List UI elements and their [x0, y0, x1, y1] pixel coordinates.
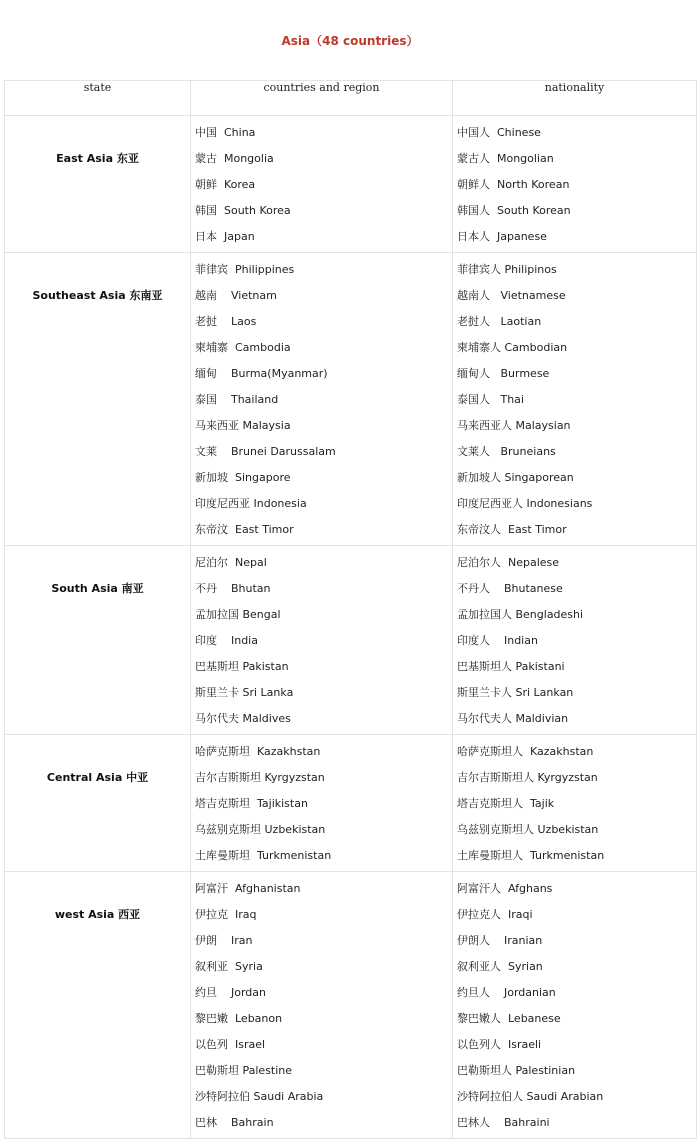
country-entry: 伊朗 Iran [195, 934, 253, 947]
nationality-entry: 巴基斯坦人 Pakistani [457, 660, 565, 673]
region-name: South Asia 南亚 [5, 546, 191, 735]
nationality-entry: 文莱人 Bruneians [457, 445, 556, 458]
nationality-entry: 泰国人 Thai [457, 393, 524, 406]
country-list [191, 872, 453, 1139]
country-entry: 文莱 Brunei Darussalam [195, 445, 336, 458]
country-list [191, 253, 453, 546]
country-entry: 孟加拉国 Bengal [195, 608, 281, 621]
nationality-entry: 菲律宾人 Philipinos [457, 263, 557, 276]
nationality-entry: 柬埔寨人 Cambodian [457, 341, 568, 354]
country-entry: 黎巴嫩 Lebanon [195, 1012, 283, 1025]
nationality-list [453, 735, 697, 872]
nationality-entry: 蒙古人 Mongolian [457, 152, 554, 165]
nationality-list [453, 546, 697, 735]
nationality-entry: 约旦人 Jordanian [457, 986, 556, 999]
nationality-entry: 黎巴嫩人 Lebanese [457, 1012, 561, 1025]
region-row [5, 735, 697, 872]
country-entry: 印度尼西亚 Indonesia [195, 497, 307, 510]
country-entry: 约旦 Jordan [195, 986, 266, 999]
nationality-entry: 印度人 Indian [457, 634, 538, 647]
country-entry: 吉尔吉斯斯坦 Kyrgyzstan [195, 771, 325, 784]
nationality-entry: 日本人 Japanese [457, 230, 547, 243]
region-name: Southeast Asia 东南亚 [5, 253, 191, 546]
country-entry: 新加坡 Singapore [195, 471, 291, 484]
country-entry: 塔吉克斯坦 Tajikistan [195, 797, 308, 810]
header-state: state [5, 81, 191, 116]
country-entry: 韩国 South Korea [195, 204, 291, 217]
nationality-entry: 阿富汗人 Afghans [457, 882, 553, 895]
region-row [5, 116, 697, 253]
country-entry: 越南 Vietnam [195, 289, 277, 302]
country-entry: 印度 India [195, 634, 258, 647]
header-row [5, 81, 697, 116]
region-name: west Asia 西亚 [5, 872, 191, 1139]
nationality-entry: 东帝汶人 East Timor [457, 523, 567, 536]
country-entry: 缅甸 Burma(Myanmar) [195, 367, 328, 380]
nationality-list [453, 872, 697, 1139]
nationality-list [453, 116, 697, 253]
region-row [5, 253, 697, 546]
country-entry: 不丹 Bhutan [195, 582, 271, 595]
nationality-entry: 越南人 Vietnamese [457, 289, 566, 302]
nationality-entry: 不丹人 Bhutanese [457, 582, 563, 595]
country-entry: 沙特阿拉伯 Saudi Arabia [195, 1090, 324, 1103]
nationality-entry: 乌兹别克斯坦人 Uzbekistan [457, 823, 599, 836]
header-nationality: nationality [453, 81, 697, 116]
country-entry: 柬埔寨 Cambodia [195, 341, 291, 354]
nationality-entry: 巴林人 Bahraini [457, 1116, 550, 1129]
nationality-entry: 尼泊尔人 Nepalese [457, 556, 560, 569]
region-row [5, 546, 697, 735]
nationality-entry: 巴勒斯坦人 Palestinian [457, 1064, 576, 1077]
nationality-entry: 新加坡人 Singaporean [457, 471, 574, 484]
region-row [5, 872, 697, 1139]
country-entry: 乌兹别克斯坦 Uzbekistan [195, 823, 326, 836]
nationality-entry: 土库曼斯坦人 Turkmenistan [457, 849, 605, 862]
country-entry: 巴基斯坦 Pakistan [195, 660, 289, 673]
asia-countries-table [4, 80, 697, 1139]
nationality-entry: 马尔代夫人 Maldivian [457, 712, 569, 725]
country-entry: 泰国 Thailand [195, 393, 279, 406]
nationality-entry: 朝鲜人 North Korean [457, 178, 570, 191]
nationality-entry: 伊朗人 Iranian [457, 934, 543, 947]
nationality-entry: 哈萨克斯坦人 Kazakhstan [457, 745, 594, 758]
country-entry: 叙利亚 Syria [195, 960, 263, 973]
country-entry: 巴林 Bahrain [195, 1116, 274, 1129]
nationality-entry: 马来西亚人 Malaysian [457, 419, 571, 432]
nationality-entry: 缅甸人 Burmese [457, 367, 550, 380]
country-entry: 朝鲜 Korea [195, 178, 256, 191]
country-entry: 以色列 Israel [195, 1038, 266, 1051]
country-entry: 阿富汗 Afghanistan [195, 882, 301, 895]
region-name: Central Asia 中亚 [5, 735, 191, 872]
country-entry: 中国 China [195, 126, 256, 139]
nationality-entry: 孟加拉国人 Bengladeshi [457, 608, 584, 621]
country-entry: 尼泊尔 Nepal [195, 556, 267, 569]
country-entry: 老挝 Laos [195, 315, 257, 328]
title-band [0, 0, 700, 80]
nationality-list [453, 253, 697, 546]
nationality-entry: 中国人 Chinese [457, 126, 541, 139]
nationality-entry: 韩国人 South Korean [457, 204, 571, 217]
nationality-entry: 以色列人 Israeli [457, 1038, 542, 1051]
country-entry: 巴勒斯坦 Palestine [195, 1064, 293, 1077]
country-entry: 蒙古 Mongolia [195, 152, 274, 165]
nationality-entry: 吉尔吉斯斯坦人 Kyrgyzstan [457, 771, 598, 784]
nationality-entry: 塔吉克斯坦人 Tajik [457, 797, 555, 810]
country-entry: 斯里兰卡 Sri Lanka [195, 686, 294, 699]
country-entry: 日本 Japan [195, 230, 255, 243]
nationality-entry: 斯里兰卡人 Sri Lankan [457, 686, 574, 699]
country-entry: 东帝汶 East Timor [195, 523, 294, 536]
country-entry: 伊拉克 Iraq [195, 908, 257, 921]
page-title: Asia（48 countries） [281, 34, 419, 48]
table-body [5, 116, 697, 1139]
nationality-entry: 印度尼西亚人 Indonesians [457, 497, 593, 510]
country-list [191, 116, 453, 253]
nationality-entry: 沙特阿拉伯人 Saudi Arabian [457, 1090, 604, 1103]
country-entry: 马来西亚 Malaysia [195, 419, 291, 432]
country-list [191, 735, 453, 872]
country-list [191, 546, 453, 735]
nationality-entry: 伊拉克人 Iraqi [457, 908, 533, 921]
country-entry: 马尔代夫 Maldives [195, 712, 291, 725]
country-entry: 哈萨克斯坦 Kazakhstan [195, 745, 321, 758]
header-countries: countries and region [191, 81, 453, 116]
country-entry: 菲律宾 Philippines [195, 263, 295, 276]
region-name: East Asia 东亚 [5, 116, 191, 253]
country-entry: 土库曼斯坦 Turkmenistan [195, 849, 332, 862]
nationality-entry: 叙利亚人 Syrian [457, 960, 543, 973]
nationality-entry: 老挝人 Laotian [457, 315, 542, 328]
